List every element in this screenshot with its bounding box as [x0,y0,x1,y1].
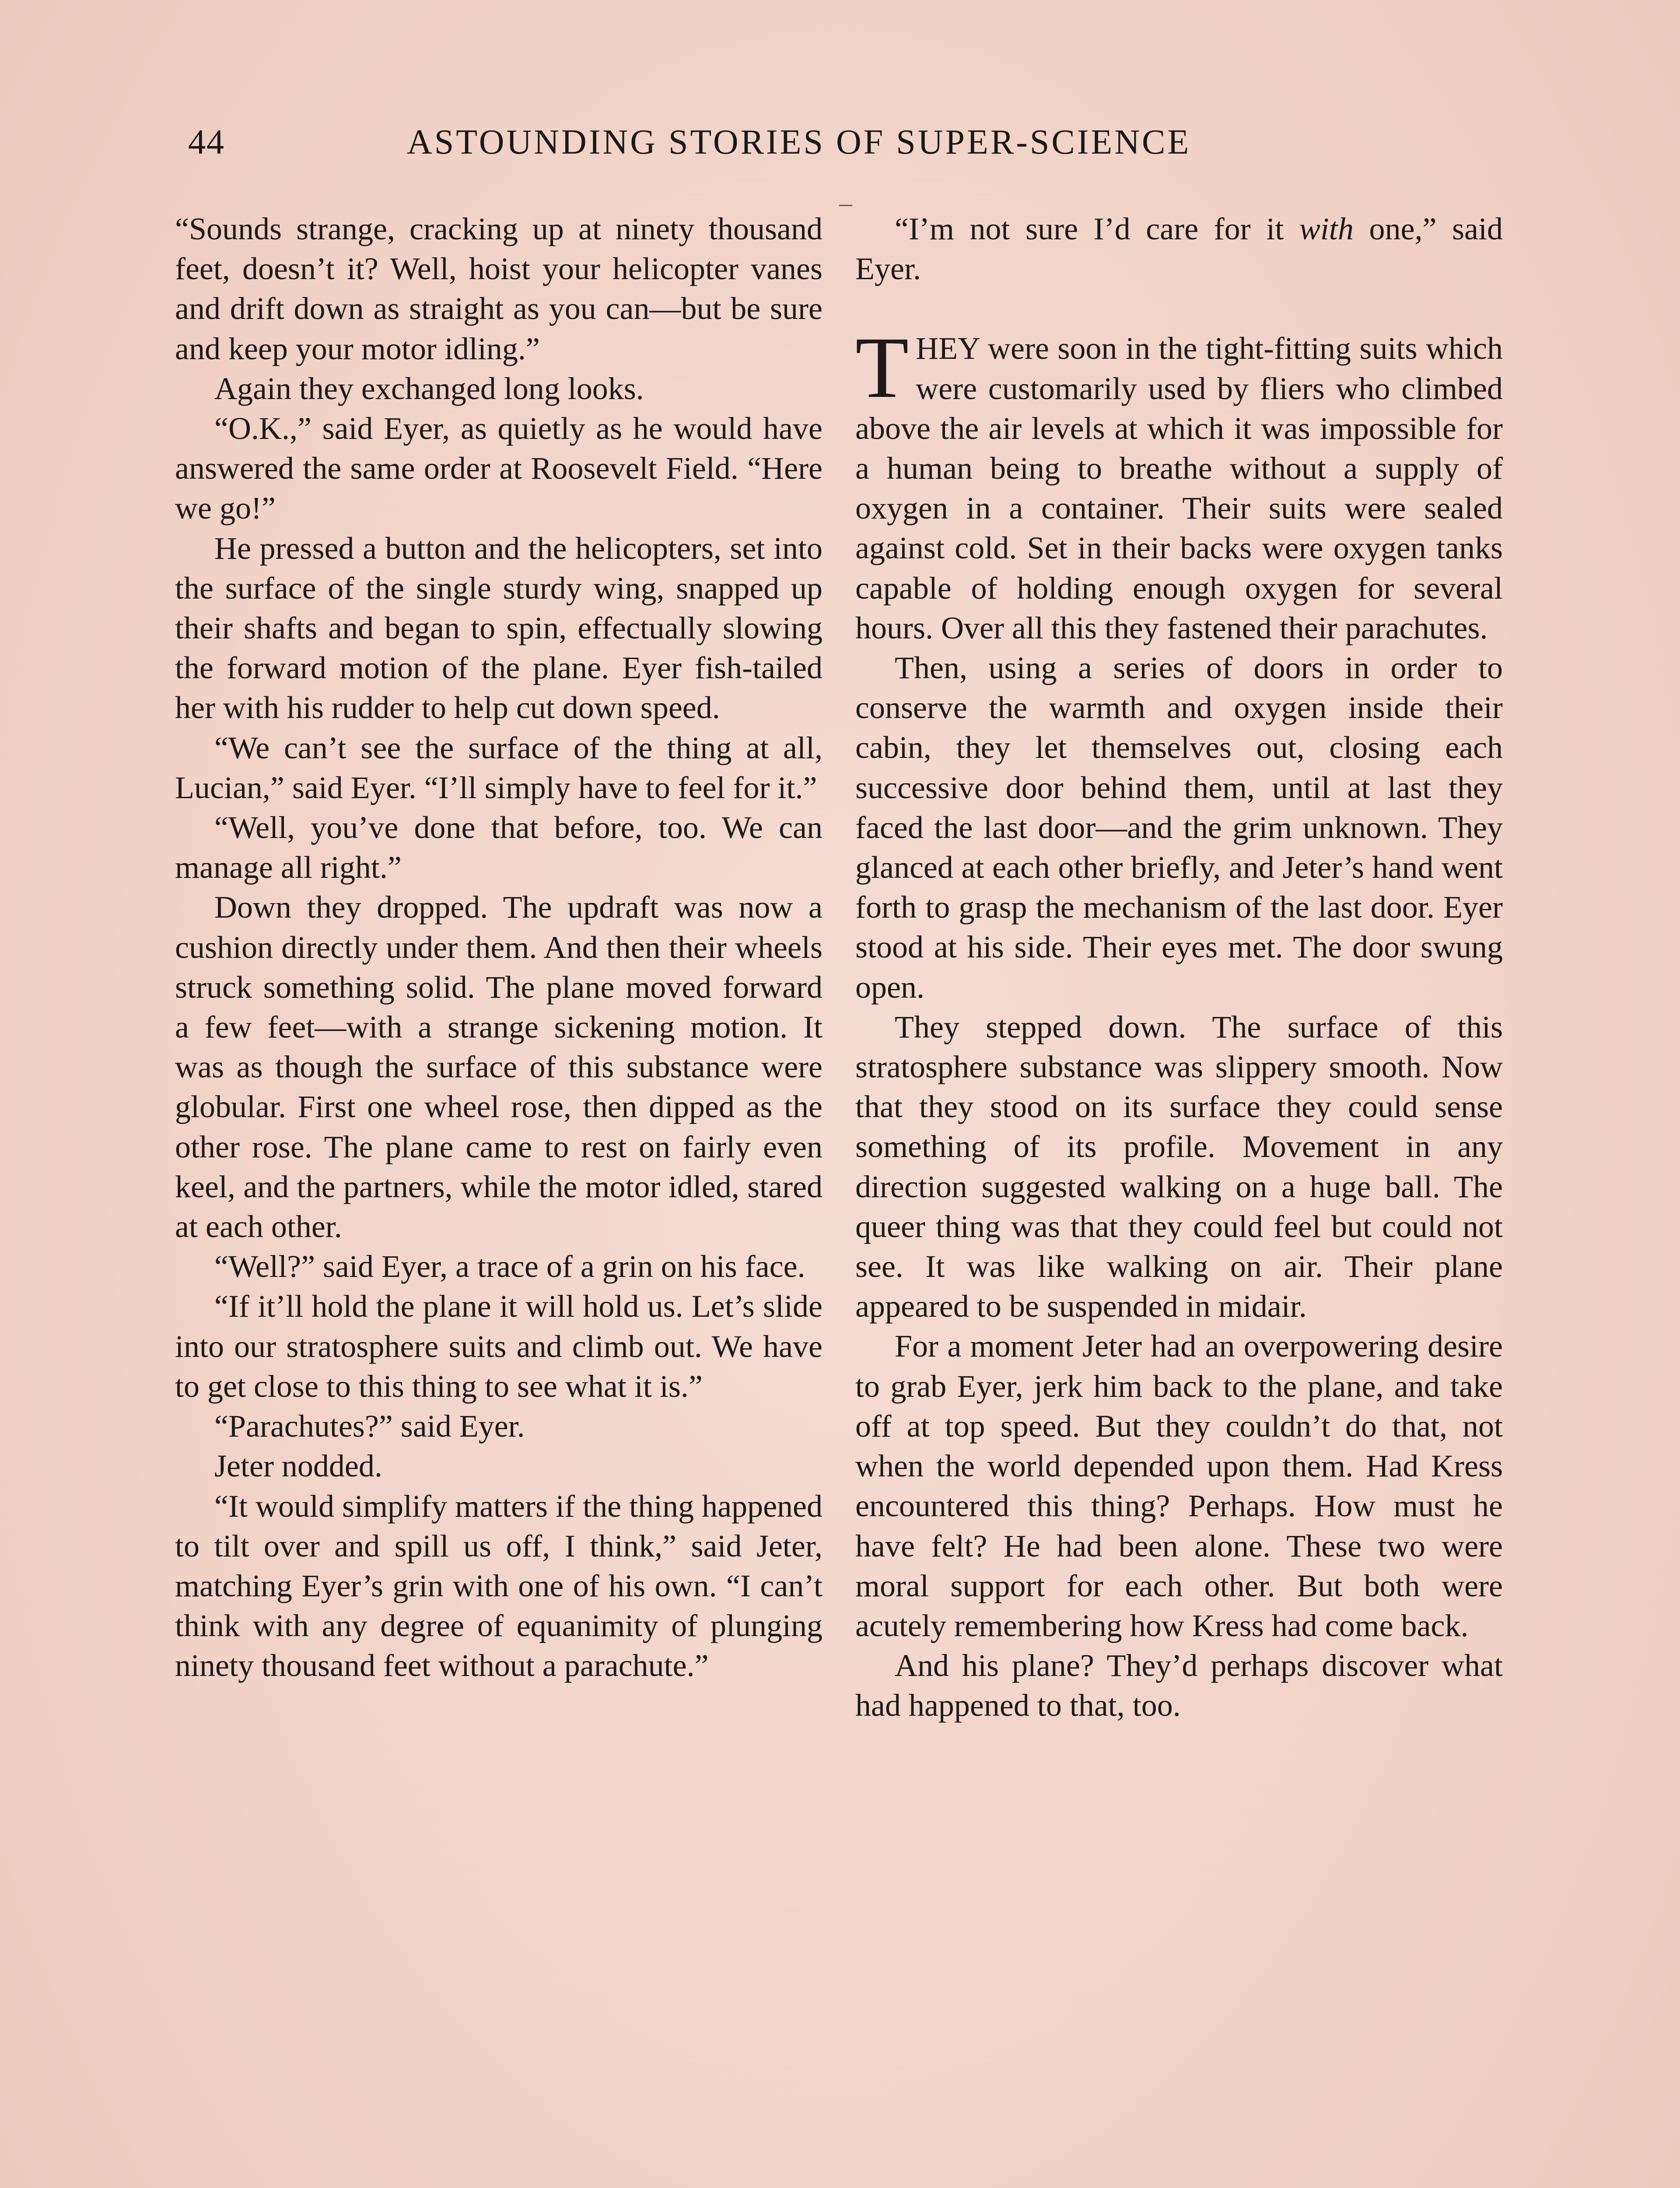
paragraph: “We can’t see the surface of the thing at all, Lucian,” said Eyer. “I’ll simply have to feel for it.” [175,730,822,805]
paragraph: For a moment Jeter had an overpowering desire to grab Eyer, jerk him back to the plane, and take off at top speed. But they couldn’t do that, not when the world depended upon them. Had Kress encountered this thing? Perhaps. How must he have felt? He had been alone. These two were moral support for each other. But both were acutely remembering how Kress had come back. [855,1329,1503,1643]
paragraph: And his plane? They’d perhaps discover what had happened to that, too. [855,1648,1503,1723]
right-column [855,209,1503,1726]
text-run: one,” said Eyer. [855,211,1503,287]
column-divider-mark [839,205,852,206]
paragraph: “Parachutes?” said Eyer. [214,1409,525,1444]
emphasis: with [1299,211,1354,246]
section-opening-paragraph [855,319,1503,648]
paragraph: Then, using a series of doors in order to conserve the warmth and oxygen inside their cabin, they let themselves out, closing each successive door behind them, until at last they faced the last door—and the grim unknown. They glanced at each other briefly, and Jeter’s hand went forth to grasp the mechanism of the last door. Eyer stood at his side. Their eyes met. The door swung open. [855,650,1503,1005]
running-head: ASTOUNDING STORIES OF SUPER-SCIENCE [407,123,1191,161]
text-run: HEY were soon in the tight-fitting suits which were customarily used by fliers who climbed above the air levels at which it was impossible for a human being to breathe without a supply of oxygen in a container. Their suits were sealed against cold. Set in their backs were oxygen tanks capable of holding enough oxygen for several hours. Over all this they fastened their parachutes. [855,331,1503,645]
paragraph: Down they dropped. The updraft was now a cushion directly under them. And then their wheels struck something solid. The plane moved forward a few feet—with a strange sickening motion. It was as though the surface of this substance were globular. First one wheel rose, then dipped as the other rose. The plane came to rest on fairly even keel, and the partners, while the motor idled, stared at each other. [175,890,822,1245]
paragraph: “If it’ll hold the plane it will hold us. Let’s slide into our stratosphere suits and climb out. We have to get close to this thing to see what it is.” [175,1289,822,1404]
paragraph [855,209,1503,289]
paragraph: Again they exchanged long looks. [214,371,644,406]
text-run: “I’m not sure I’d care for it [895,211,1299,246]
paragraph: He pressed a button and the helicopters, set into the surface of the single sturdy wing, snapped up their shafts and began to spin, effectually slowing the forward motion of the plane. Eyer fish-tailed her with his rudder to help cut down speed. [175,530,822,726]
paragraph: They stepped down. The surface of this stratosphere substance was slippery smooth. Now that they stood on its surface they could sense something of its profile. Movement in any direction suggested walking on a huge ball. The queer thing was that they could feel but could not see. It was like walking on air. Their plane appeared to be suspended in midair. [855,1009,1503,1324]
paragraph: “Well?” said Eyer, a trace of a grin on his face. [214,1249,805,1284]
paragraph: “It would simplify matters if the thing happened to tilt over and spill us off, I think,” said Jeter, matching Eyer’s grin with one of his own. “I can’t think with any degree of equanimity of plunging ninety thousand feet without a parachute.” [175,1488,822,1683]
page-header [175,118,1330,166]
drop-cap: T [855,319,909,417]
left-column [175,209,822,1686]
paragraph: “Sounds strange, cracking up at ninety thousand feet, doesn’t it? Well, hoist your helicopter vanes and drift down as straight as you can—but be sure and keep your motor idling.” [175,211,822,366]
page-number: 44 [188,123,225,161]
paragraph: “Well, you’ve done that before, too. We can manage all right.” [175,810,822,885]
paragraph: “O.K.,” said Eyer, as quietly as he would have answered the same order at Roosevelt Field. “Here we go!” [175,411,822,526]
paragraph: Jeter nodded. [214,1448,382,1484]
